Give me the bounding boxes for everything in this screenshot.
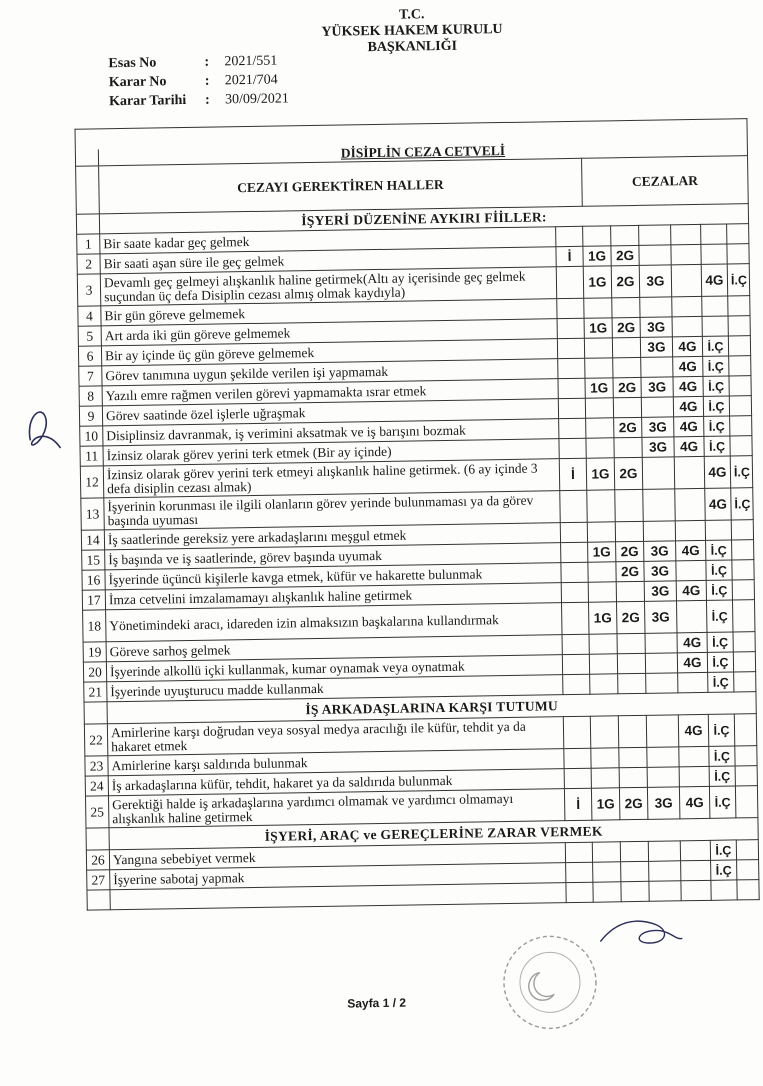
- penalty-cell: [734, 672, 756, 692]
- row-description: Devamlı geç gelmeyi alışkanlık haline getirmek(Altı ay içerisinde geç gelmek suçundan üç defa Disiplin cezası almış olmak kaydıyla): [100, 267, 556, 306]
- row-description: İşyerinin korunması ile ilgili olanların görev yerinde bulunmaması ya da görev başında uyuması: [104, 491, 560, 530]
- penalty-cell: [648, 841, 680, 862]
- penalty-cell: 4G: [673, 356, 703, 376]
- penalty-cell: [589, 654, 617, 674]
- penalty-cell: [732, 600, 755, 632]
- penalty-cell: [645, 653, 677, 674]
- row-number: 13: [81, 498, 104, 530]
- penalty-cell: [674, 456, 704, 488]
- row-number: 12: [80, 466, 103, 498]
- penalty-cell: [619, 767, 647, 787]
- penalty-cell: 2G: [614, 457, 642, 489]
- penalty-cell: [585, 358, 613, 378]
- row-description: İşyerinde uyuşturucu madde kullanmak: [107, 675, 563, 702]
- penalty-cell: [613, 397, 641, 417]
- penalty-cell: [675, 520, 705, 540]
- penalty-cell: [585, 398, 613, 418]
- row-description: Amirlerine karşı doğrudan veya sosyal medya aracılığı ile küfür, tehdit ya da hakaret etmek: [107, 717, 563, 756]
- meta-label: Karar Tarihi: [108, 92, 187, 110]
- penalty-cell: [734, 714, 757, 746]
- penalty-cell: 3G: [640, 337, 672, 358]
- penalty-cell: 3G: [639, 265, 671, 297]
- penalty-cell: İ.Ç: [706, 540, 732, 560]
- penalty-cell: İ.Ç: [709, 746, 735, 766]
- meta-row-tarih: [109, 89, 289, 111]
- empty-cell: [681, 880, 711, 900]
- penalty-cell: İ.Ç: [703, 376, 729, 396]
- penalty-cell: [561, 542, 588, 562]
- row-description: Disiplinsiz davranmak, iş verimini aksatmak ve iş barışını bozmak: [103, 419, 559, 446]
- meta-sep: :: [204, 54, 210, 70]
- penalty-cell: [559, 438, 586, 458]
- penalty-cell: [702, 316, 728, 336]
- penalty-cell: [641, 397, 673, 418]
- penalty-cell: [612, 337, 640, 357]
- row-number: 8: [79, 386, 102, 406]
- row-number: 10: [80, 426, 103, 446]
- section-title: İŞYERİ, ARAÇ ve GEREÇLERİNE ZARAR VERMEK: [109, 818, 758, 850]
- penalty-cell: [732, 540, 754, 560]
- penalty-cell: [643, 521, 675, 542]
- penalty-cell: [681, 860, 711, 880]
- penalty-cell: [702, 296, 728, 316]
- row-description: Bir saate kadar geç gelmek: [100, 227, 556, 254]
- penalty-cell: [557, 318, 584, 338]
- row-number: 21: [84, 682, 107, 702]
- row-description: Bir ay içinde üç gün göreve gelmemek: [101, 339, 557, 366]
- penalty-cell: [647, 747, 679, 768]
- penalty-cell: [557, 298, 584, 318]
- row-number: 2: [77, 254, 100, 274]
- penalty-cell: 2G: [614, 417, 642, 437]
- case-meta: [108, 51, 289, 111]
- penalty-cell: İ.Ç: [711, 860, 737, 880]
- penalty-cell: [564, 748, 591, 768]
- penalty-cell: İ.Ç: [707, 632, 733, 652]
- penalty-cell: 2G: [611, 245, 639, 265]
- penalty-cell: [584, 298, 612, 318]
- penalty-cell: 3G: [640, 317, 672, 338]
- penalty-cell: [558, 398, 585, 418]
- penalty-cell: 3G: [647, 787, 679, 819]
- penalty-cell: [730, 436, 752, 456]
- handwritten-margin-mark: [20, 400, 65, 457]
- penalty-cell: [590, 674, 618, 694]
- row-description: Yönetimindeki aracı, idareden izin almaksızın başkalarına kullandırmak: [106, 603, 562, 642]
- penalty-cell: [620, 841, 648, 861]
- section-spacer-cell: [84, 702, 107, 724]
- penalty-cell: [671, 244, 701, 264]
- penalty-cell: [701, 224, 727, 244]
- penalty-cell: İ.Ç: [703, 396, 729, 416]
- penalty-cell: 4G: [678, 714, 708, 746]
- penalty-cell: 2G: [619, 787, 647, 819]
- penalty-cell: [679, 766, 709, 786]
- row-number: 5: [78, 326, 101, 346]
- row-number: 1: [77, 234, 100, 254]
- penalty-cell: [587, 522, 615, 542]
- meta-sep: :: [204, 73, 210, 89]
- row-description: Bir gün göreve gelmemek: [101, 299, 557, 326]
- penalty-cell: İ.Ç: [707, 652, 733, 672]
- penalty-cell: 1G: [583, 246, 611, 266]
- penalty-cell: İ.Ç: [709, 766, 735, 786]
- penalty-cell: [613, 357, 641, 377]
- row-number: 15: [82, 550, 105, 570]
- penalty-cell: 3G: [644, 561, 676, 582]
- penalty-cell: İ.Ç: [731, 488, 754, 520]
- row-description: Gerektiği halde iş arkadaşlarına yardımcı olmamak ve yardımcı olmamayı alışkanlık haline getirmek: [108, 789, 564, 828]
- meta-label: Esas No: [108, 55, 157, 72]
- row-number: 19: [83, 642, 106, 662]
- penalty-cell: 4G: [673, 396, 703, 416]
- column-header-penalties: CEZALAR: [582, 156, 749, 207]
- penalty-cell: [642, 457, 674, 489]
- penalty-cell: [616, 581, 644, 601]
- penalty-cell: 2G: [616, 601, 644, 633]
- penalty-cell: 1G: [586, 458, 614, 490]
- page-label: Sayfa: [347, 996, 383, 1011]
- row-description: İşyerine sabotaj yapmak: [110, 863, 566, 890]
- row-description: Görev saatinde özel işlerle uğraşmak: [102, 399, 558, 426]
- penalty-cell: [591, 768, 619, 788]
- row-number: 25: [85, 796, 108, 828]
- penalty-cell: 2G: [613, 377, 641, 397]
- penalty-cell: 1G: [589, 602, 617, 634]
- penalty-cell: [676, 560, 706, 580]
- penalty-cell: 3G: [644, 541, 676, 562]
- penalty-cell: [736, 840, 758, 860]
- row-number: 17: [82, 590, 105, 610]
- penalty-cell: [735, 766, 757, 786]
- row-description: Görev tanımına uygun şekilde verilen işi yapmamak: [102, 359, 558, 386]
- section-spacer-cell: [86, 828, 109, 850]
- page-total: 2: [399, 995, 407, 1010]
- penalty-cell: [592, 842, 620, 862]
- section-spacer-cell: [76, 214, 99, 234]
- row-description: Bir saati aşan süre ile geç gelmek: [100, 247, 556, 274]
- penalty-cell: [562, 654, 589, 674]
- penalty-cell: [649, 861, 681, 882]
- penalty-cell: 4G: [676, 580, 706, 600]
- penalty-cell: [701, 244, 727, 264]
- penalty-cell: [615, 521, 643, 541]
- row-number: 16: [82, 570, 105, 590]
- penalty-cell: [583, 226, 611, 246]
- penalty-cell: [565, 842, 592, 862]
- row-number: 7: [79, 366, 102, 386]
- header-institution: YÜKSEK HAKEM KURULU: [321, 22, 503, 40]
- penalty-cell: 2G: [616, 541, 644, 561]
- row-number: 20: [83, 662, 106, 682]
- penalty-cell: [618, 673, 646, 693]
- penalty-cell: 3G: [644, 601, 676, 633]
- header-presidency: BAŞKANLIĞI: [367, 38, 458, 56]
- row-description: İş arkadaşlarına küfür, tehdit, hakaret ya da saldırıda bulunmak: [108, 769, 564, 796]
- row-description: Amirlerine karşı saldırıda bulunmak: [108, 749, 564, 776]
- penalty-cell: [618, 715, 646, 747]
- penalty-cell: [561, 562, 588, 582]
- penalty-cell: 4G: [679, 786, 709, 818]
- penalty-cell: [727, 224, 749, 244]
- penalty-cell: İ.Ç: [704, 436, 730, 456]
- penalty-cell: [589, 634, 617, 654]
- table-title: DİSİPLİN CEZA CETVELİ: [98, 139, 747, 166]
- penalty-cell: [560, 522, 587, 542]
- penalty-cell: 2G: [612, 317, 640, 337]
- row-description: İş başında ve iş saatlerinde, görev başında uyumak: [105, 543, 561, 570]
- header-tc: T.C.: [398, 7, 425, 23]
- penalty-cell: [593, 862, 621, 882]
- row-description: Yazılı emre rağmen verilen görevi yapmamakta ısrar etmek: [102, 379, 558, 406]
- penalty-cell: İ.Ç: [708, 714, 734, 746]
- empty-cell: [649, 881, 681, 902]
- penalty-cell: [556, 266, 583, 298]
- penalty-cell: [735, 746, 757, 766]
- penalty-cell: [679, 746, 709, 766]
- penalty-cell: İ.Ç: [709, 786, 735, 818]
- row-description: İzinsiz olarak görev yerini terk etmeyi alışkanlık haline getirmek. (6 ay içinde 3 defa disiplin cezası almak): [103, 459, 559, 498]
- penalty-cell: [728, 316, 750, 336]
- penalty-cell: [559, 418, 586, 438]
- row-number: 14: [81, 530, 104, 550]
- penalty-cell: 2G: [611, 265, 639, 297]
- penalty-cell: [614, 437, 642, 457]
- row-number: 24: [85, 776, 108, 796]
- penalty-cell: [675, 488, 705, 520]
- penalty-cell: [615, 489, 643, 521]
- penalty-cell: 4G: [701, 264, 727, 296]
- penalty-cell: [671, 264, 701, 296]
- penalty-cell: [733, 632, 755, 652]
- penalty-cell: [619, 747, 647, 767]
- meta-value: 30/09/2021: [224, 91, 289, 108]
- penalty-cell: [730, 416, 752, 436]
- penalty-cell: İ.Ç: [730, 456, 753, 488]
- empty-cell: [593, 882, 621, 902]
- penalty-cell: [586, 418, 614, 438]
- penalty-cell: İ.Ç: [708, 672, 734, 692]
- penalty-cell: İ.Ç: [702, 336, 728, 356]
- penalty-cell: [728, 336, 750, 356]
- penalty-cell: [645, 633, 677, 654]
- penalty-cell: 1G: [584, 318, 612, 338]
- meta-value: 2021/551: [224, 53, 278, 70]
- row-description: İmza cetvelini imzalamamayı alışkanlık haline getirmek: [105, 583, 561, 610]
- row-description: İzinsiz olarak görev yerini terk etmek (Bir ay içinde): [103, 439, 559, 466]
- penalty-cell: [733, 652, 755, 672]
- penalty-cell: İ.Ç: [706, 600, 732, 632]
- penalty-cell: [562, 602, 589, 634]
- row-description: İşyerinde alkollü içki kullanmak, kumar oynamak veya oynatmak: [106, 655, 562, 682]
- penalty-cell: [641, 357, 673, 378]
- row-number: 23: [85, 756, 108, 776]
- row-number: 6: [78, 346, 101, 366]
- row-number: 27: [87, 870, 110, 890]
- penalty-cell: 3G: [644, 581, 676, 602]
- penalty-cell: [562, 634, 589, 654]
- penalty-cell: [561, 582, 588, 602]
- penalty-cell: [676, 600, 706, 632]
- page-number: [347, 996, 406, 1011]
- penalty-cell: [639, 245, 671, 266]
- penalty-cell: [729, 356, 751, 376]
- penalty-cell: [590, 716, 618, 748]
- official-seal-stamp: [484, 926, 616, 1038]
- penalty-cell: [563, 716, 590, 748]
- penalty-cell: [646, 715, 678, 747]
- penalty-cell: [584, 338, 612, 358]
- penalty-cell: [678, 672, 708, 692]
- penalty-cell: İ.Ç: [710, 840, 736, 860]
- penalty-cell: 4G: [705, 488, 731, 520]
- penalty-cell: İ.Ç: [727, 264, 750, 296]
- penalty-cell: [558, 358, 585, 378]
- penalty-cell: 4G: [673, 376, 703, 396]
- row-number: 11: [80, 446, 103, 466]
- penalty-cell: İ.Ç: [703, 356, 729, 376]
- penalty-cell: [611, 225, 639, 245]
- penalty-cell: [671, 224, 701, 244]
- empty-cell: [711, 880, 737, 900]
- penalty-cell: [612, 297, 640, 317]
- penalty-cell: 4G: [704, 456, 730, 488]
- penalty-cell: [646, 673, 678, 694]
- penalty-cell: 1G: [585, 378, 613, 398]
- penalty-cell: 4G: [674, 436, 704, 456]
- penalty-cell: [588, 562, 616, 582]
- column-header-cases: CEZAYI GEREKTİREN HALLER: [99, 158, 583, 214]
- section-title: İŞYERİ DÜZENİNE AYKIRI FİİLLER:: [99, 204, 748, 234]
- row-description: İş saatlerinde gereksiz yere arkadaşlarını meşgul etmek: [104, 523, 560, 550]
- penalty-cell: 1G: [583, 266, 611, 298]
- penalty-cell: [563, 674, 590, 694]
- penalty-cell: [617, 653, 645, 673]
- penalty-cell: [621, 861, 649, 881]
- penalty-cell: [566, 862, 593, 882]
- empty-cell: [566, 882, 593, 902]
- penalty-cell: [564, 768, 591, 788]
- penalty-cell: [617, 633, 645, 653]
- penalty-cell: [731, 520, 753, 540]
- penalty-cell: [647, 767, 679, 788]
- penalty-cell: 3G: [641, 377, 673, 398]
- penalty-cell: [643, 489, 675, 521]
- penalty-cell: [640, 297, 672, 318]
- penalty-cell: 1G: [588, 542, 616, 562]
- meta-value: 2021/704: [224, 72, 278, 89]
- page-current: 1: [382, 995, 390, 1011]
- penalty-cell: [587, 490, 615, 522]
- penalty-cell: [729, 376, 751, 396]
- penalty-cell: 4G: [676, 540, 706, 560]
- penalty-cell: İ: [559, 458, 586, 490]
- penalty-cell: [591, 748, 619, 768]
- penalty-cell: [732, 560, 754, 580]
- penalty-cell: [672, 296, 702, 316]
- penalty-cell: [639, 225, 671, 246]
- meta-label: Karar No: [108, 74, 167, 91]
- penalty-table: [75, 118, 760, 910]
- penalty-cell: [560, 490, 587, 522]
- penalty-cell: 4G: [674, 416, 704, 436]
- penalty-cell: [735, 786, 758, 818]
- penalty-cell: İ: [564, 788, 591, 820]
- page-separator: /: [389, 995, 400, 1010]
- empty-cell: [621, 881, 649, 901]
- penalty-cell: 3G: [642, 437, 674, 458]
- penalty-cell: [588, 582, 616, 602]
- empty-cell: [87, 890, 110, 910]
- penalty-cell: [727, 244, 749, 264]
- row-number: 9: [79, 406, 102, 426]
- penalty-cell: İ.Ç: [706, 560, 732, 580]
- penalty-cell: İ.Ç: [706, 580, 732, 600]
- penalty-cell: [732, 580, 754, 600]
- penalty-cell: 4G: [677, 652, 707, 672]
- row-number: 4: [78, 306, 101, 326]
- row-number: 26: [86, 850, 109, 870]
- penalty-cell: 1G: [591, 788, 619, 820]
- penalty-cell: [672, 316, 702, 336]
- penalty-cell: [558, 378, 585, 398]
- row-description: Göreve sarhoş gelmek: [106, 635, 562, 662]
- penalty-cell: 2G: [616, 561, 644, 581]
- penalty-cell: [705, 520, 731, 540]
- row-description: İşyerinde üçüncü kişilerle kavga etmek, küfür ve hakarette bulunmak: [105, 563, 561, 590]
- row-number: 22: [84, 724, 107, 756]
- row-description: Art arda iki gün göreve gelmemek: [101, 319, 557, 346]
- meta-sep: :: [204, 92, 210, 108]
- row-number: 18: [83, 610, 106, 642]
- penalty-cell: 4G: [677, 632, 707, 652]
- penalty-cell: [556, 226, 583, 246]
- penalty-cell: 3G: [642, 417, 674, 438]
- penalty-cell: İ.Ç: [704, 416, 730, 436]
- penalty-cell: İ: [556, 246, 583, 266]
- empty-cell: [737, 880, 759, 900]
- penalty-cell: [680, 840, 710, 860]
- penalty-cell: [729, 396, 751, 416]
- penalty-cell: [737, 860, 759, 880]
- section-title: İŞ ARKADAŞLARINA KARŞI TUTUMU: [107, 692, 756, 724]
- penalty-cell: [586, 438, 614, 458]
- penalty-cell: 4G: [672, 336, 702, 356]
- penalty-cell: [728, 296, 750, 316]
- penalty-cell: [557, 338, 584, 358]
- row-description: Yangına sebebiyet vermek: [109, 843, 565, 870]
- row-number: 3: [77, 274, 100, 306]
